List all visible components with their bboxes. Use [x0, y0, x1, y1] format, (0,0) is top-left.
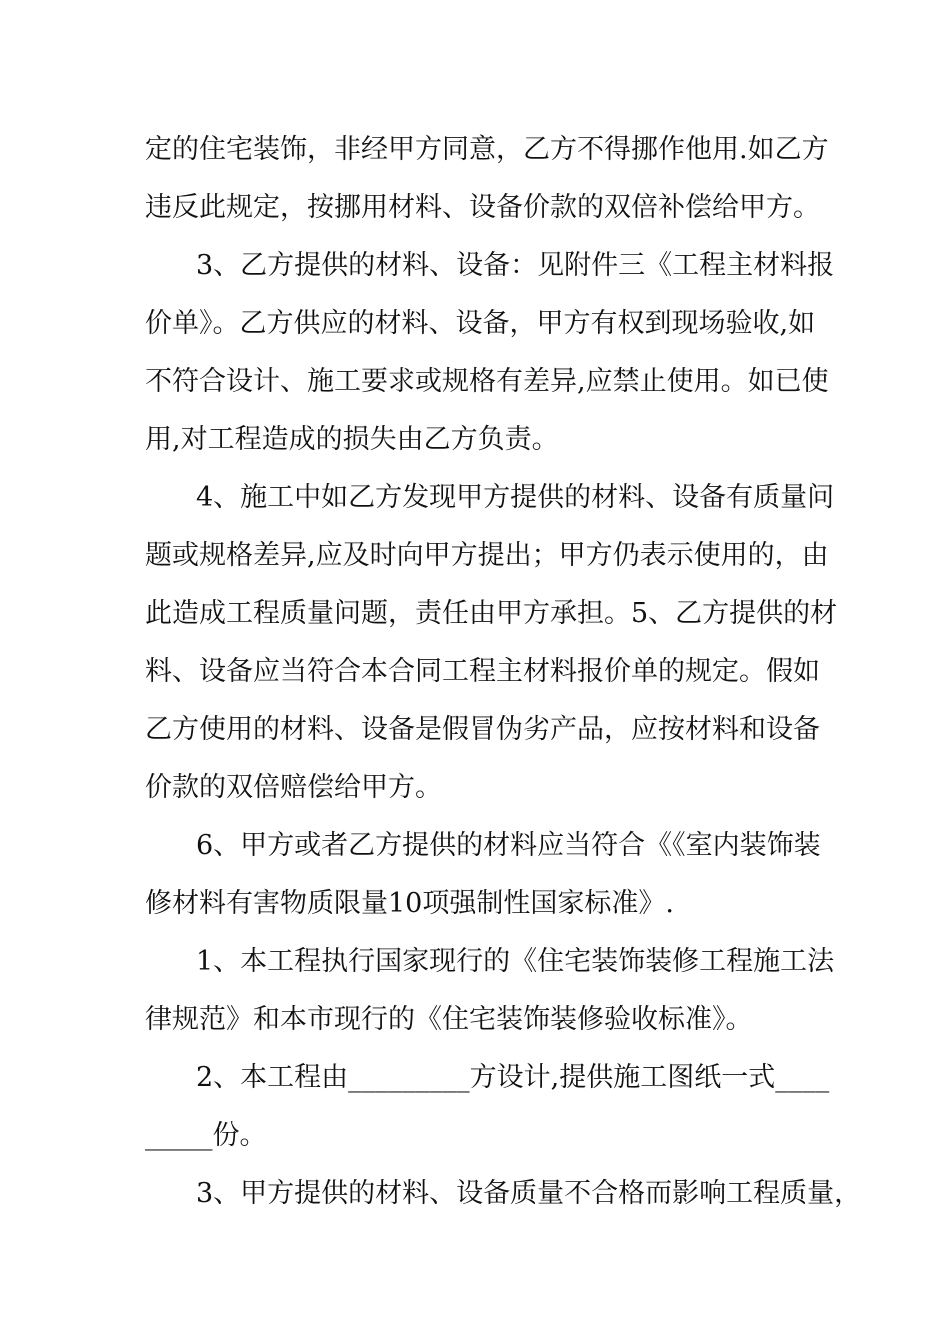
- text-line: 题或规格差异,应及时向甲方提出；甲方仍表示使用的，由: [145, 540, 829, 571]
- text-line: 4、施工中如乙方发现甲方提供的材料、设备有质量问: [196, 482, 835, 513]
- text-line: 1、本工程执行国家现行的《住宅装饰装修工程施工法: [196, 946, 835, 977]
- text-line: 3、甲方提供的材料、设备质量不合格而影响工程质量，: [196, 1178, 862, 1209]
- text-line: 违反此规定，按挪用材料、设备价款的双倍补偿给甲方。: [145, 192, 820, 223]
- text-line: _____份。: [145, 1120, 267, 1151]
- text-line: 律规范》和本市现行的《住宅装饰装修验收标准》。: [145, 1004, 753, 1035]
- text-line: 此造成工程质量问题，责任由甲方承担。5、乙方提供的材: [145, 598, 838, 629]
- text-line: 不符合设计、施工要求或规格有差异,应禁止使用。如已使: [145, 366, 829, 397]
- text-line: 6、甲方或者乙方提供的材料应当符合《《室内装饰装: [196, 830, 821, 861]
- text-line: 定的住宅装饰，非经甲方同意，乙方不得挪作他用.如乙方: [145, 134, 829, 165]
- text-line: 料、设备应当符合本合同工程主材料报价单的规定。假如: [145, 656, 820, 687]
- text-line: 修材料有害物质限量10项强制性国家标准》.: [145, 888, 674, 919]
- text-line: 用,对工程造成的损失由乙方负责。: [145, 424, 559, 455]
- text-line: 2、本工程由_________方设计,提供施工图纸一式____: [196, 1062, 830, 1093]
- text-line: 价款的双倍赔偿给甲方。: [145, 772, 442, 803]
- text-line: 3、乙方提供的材料、设备：见附件三《工程主材料报: [196, 250, 835, 281]
- text-line: 价单》。乙方供应的材料、设备，甲方有权到现场验收,如: [145, 308, 816, 339]
- text-line: 乙方使用的材料、设备是假冒伪劣产品，应按材料和设备: [145, 714, 820, 745]
